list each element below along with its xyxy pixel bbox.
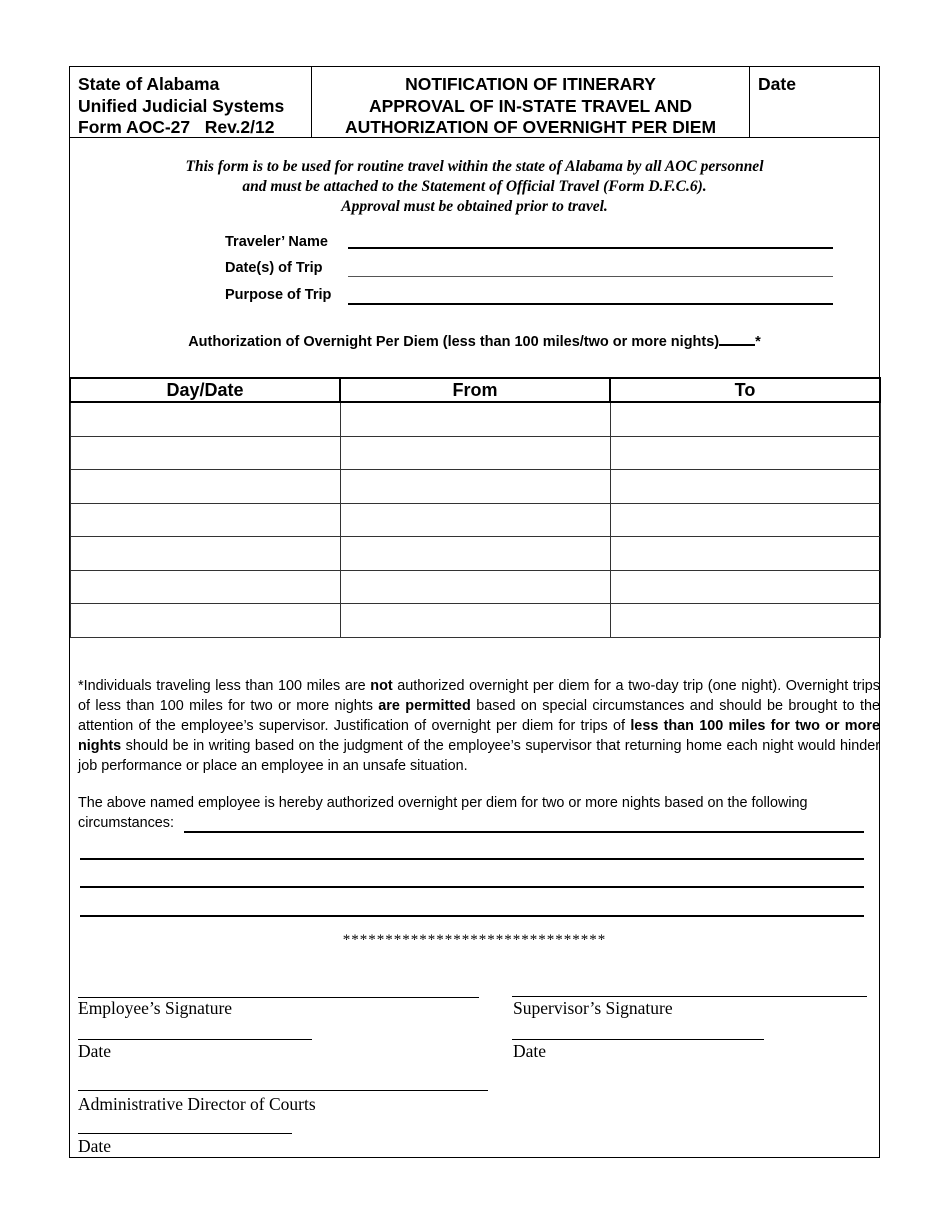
circumstances-label: circumstances: [78,815,174,831]
intro-line-3: Approval must be obtained prior to travel. [341,198,608,215]
circumstances-line-1[interactable] [184,831,864,833]
asterisk-separator: ******************************* [342,932,607,948]
day-date-cell[interactable] [70,470,340,504]
note-emphasis-not: not [370,678,393,694]
to-cell[interactable] [610,503,880,537]
authorization-line [69,332,880,350]
date-field[interactable] [752,98,876,134]
director-date-line[interactable] [78,1133,292,1134]
to-cell[interactable] [610,402,880,436]
from-cell[interactable] [340,537,610,571]
table-row [70,604,880,638]
title-line-1: NOTIFICATION OF ITINERARY [405,74,656,94]
supervisor-date-line[interactable] [512,1039,764,1040]
day-date-cell[interactable] [70,570,340,604]
director-date-label: Date [78,1136,112,1156]
supervisor-date-label: Date [513,1041,547,1061]
table-row [70,537,880,571]
director-signature-line[interactable] [78,1090,488,1091]
circumstances-line-2[interactable] [80,858,864,860]
supervisor-signature-label: Supervisor’s Signature [513,998,673,1018]
header-divider-right [749,66,750,138]
note-text: should be in writing based on the judgment of the employee’s supervisor that returning home each night would hinder job performance or place an employee in an unsafe situation. [78,738,880,774]
circumstances-line-3[interactable] [80,886,864,888]
to-cell[interactable] [610,537,880,571]
to-cell[interactable] [610,470,880,504]
table-row [70,570,880,604]
itinerary-table [69,377,881,638]
per-diem-policy-note [78,676,880,776]
to-cell[interactable] [610,436,880,470]
table-row [70,436,880,470]
from-cell[interactable] [340,436,610,470]
traveler-name-label: Traveler’ Name [225,234,328,250]
table-row [70,470,880,504]
day-date-cell[interactable] [70,537,340,571]
day-date-cell[interactable] [70,402,340,436]
org-state: State of Alabama [78,74,220,94]
to-cell[interactable] [610,570,880,604]
traveler-name-field[interactable] [348,247,833,249]
day-date-cell[interactable] [70,503,340,537]
intro-text [69,157,880,217]
employee-signature-label: Employee’s Signature [78,998,233,1018]
table-row [70,503,880,537]
day-date-cell[interactable] [70,604,340,638]
column-to: To [610,378,880,402]
note-emphasis-permitted: are permitted [378,698,471,714]
table-row [70,402,880,436]
from-cell[interactable] [340,570,610,604]
from-cell[interactable] [340,470,610,504]
authorization-blank[interactable] [719,332,755,346]
supervisor-signature-line[interactable] [512,996,867,997]
from-cell[interactable] [340,604,610,638]
intro-line-1: This form is to be used for routine travel within the state of Alabama by all AOC personnel [185,158,764,175]
from-cell[interactable] [340,402,610,436]
org-system: Unified Judicial Systems [78,95,285,116]
authorization-asterisk: * [755,334,761,350]
column-day-date: Day/Date [70,378,340,402]
note-emphasis-distance: less than 100 miles for two or more nights [78,718,880,754]
from-cell[interactable] [340,503,610,537]
header-organization [78,74,284,139]
title-line-3: AUTHORIZATION OF OVERNIGHT PER DIEM [344,117,717,137]
employee-date-line[interactable] [78,1039,312,1040]
authorization-statement [78,793,871,813]
note-text: *Individuals traveling less than 100 miles are [78,678,371,694]
form-number: Form AOC-27 Rev.2/12 [78,117,275,137]
trip-dates-field[interactable] [348,276,833,277]
title-line-2: APPROVAL OF IN-STATE TRAVEL AND [368,95,693,116]
to-cell[interactable] [610,604,880,638]
employee-date-label: Date [78,1041,112,1061]
authorization-statement-line-1: The above named employee is hereby authorized overnight per diem for two or more nights based on the following [78,795,808,811]
day-date-cell[interactable] [70,436,340,470]
itinerary-header-row [70,378,880,402]
intro-line-2: and must be attached to the Statement of Official Travel (Form D.F.C.6). [242,178,707,195]
trip-purpose-field[interactable] [348,303,833,305]
authorization-text: Authorization of Overnight Per Diem (less than 100 miles/two or more nights) [188,334,720,350]
column-from: From [340,378,610,402]
note-text: authorized overnight per diem for a two-day trip (one night). Overnight trips of less than 100 miles for two or more nights [78,678,880,714]
note-text: based on special circumstances and should be brought to the attention of the employee’s supervisor. Justification of overnight per diem for trips of [78,698,880,734]
circumstances-line-4[interactable] [80,915,864,917]
date-label: Date [758,74,796,94]
trip-dates-label: Date(s) of Trip [225,260,323,276]
director-signature-label: Administrative Director of Courts [78,1094,316,1114]
trip-purpose-label: Purpose of Trip [225,287,332,303]
form-title [312,74,749,139]
